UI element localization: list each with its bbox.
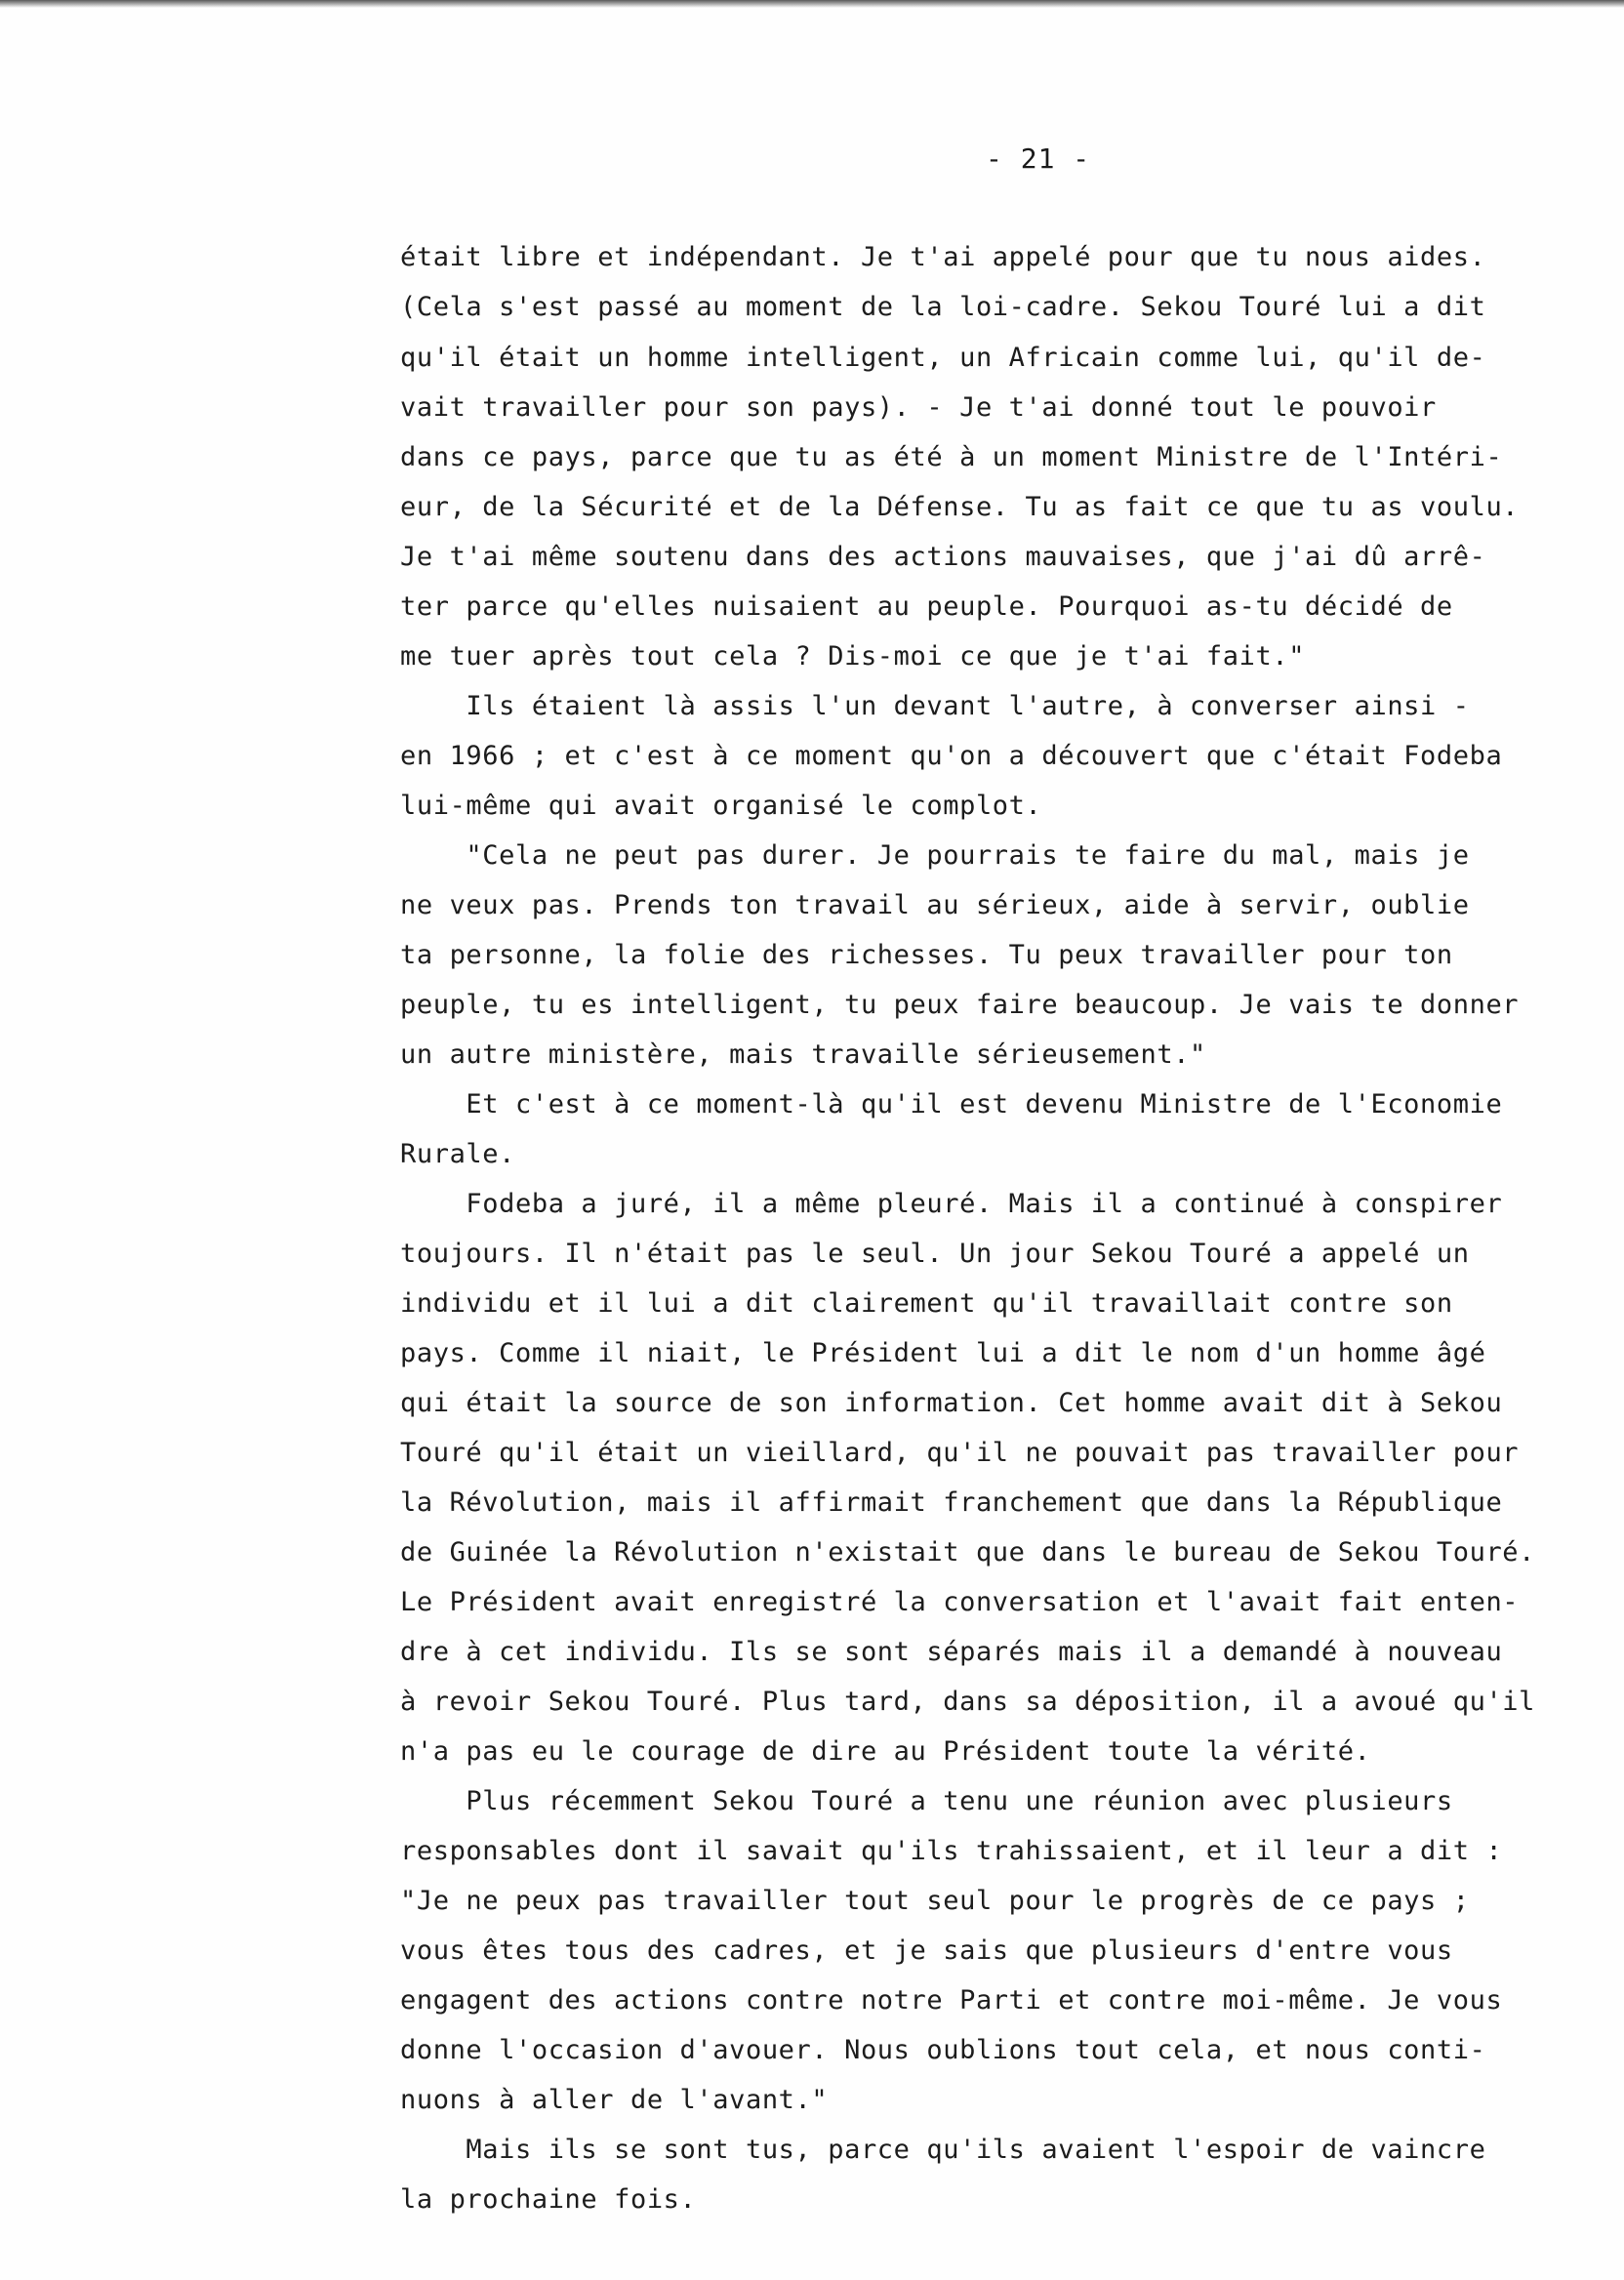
text-line: qui était la source de son information. Cet homme avait dit à Sekou (400, 1388, 1503, 1418)
text-line: qu'il était un homme intelligent, un Africain comme lui, qu'il de- (400, 343, 1486, 373)
text-line: ta personne, la folie des richesses. Tu peux travailler pour ton (400, 940, 1453, 970)
text-line: Rurale. (400, 1139, 515, 1169)
text-line: dans ce pays, parce que tu as été à un moment Ministre de l'Intéri- (400, 442, 1503, 472)
text-line: donne l'occasion d'avouer. Nous oublions tout cela, et nous conti- (400, 2035, 1486, 2065)
text-line: "Je ne peux pas travailler tout seul pour le progrès de ce pays ; (400, 1886, 1470, 1916)
text-line: de Guinée la Révolution n'existait que dans le bureau de Sekou Touré. (400, 1537, 1536, 1568)
text-line: eur, de la Sécurité et de la Défense. Tu as fait ce que tu as voulu. (400, 492, 1520, 522)
text-line: en 1966 ; et c'est à ce moment qu'on a découvert que c'était Fodeba (400, 741, 1503, 771)
text-line: un autre ministère, mais travaille sérieusement." (400, 1039, 1206, 1070)
text-line: à revoir Sekou Touré. Plus tard, dans sa déposition, il a avoué qu'il (400, 1687, 1536, 1717)
text-line: "Cela ne peut pas durer. Je pourrais te faire du mal, mais je (400, 840, 1470, 871)
text-line: Le Président avait enregistré la conversation et l'avait fait enten- (400, 1587, 1520, 1617)
text-line: pays. Comme il niait, le Président lui a dit le nom d'un homme âgé (400, 1338, 1486, 1368)
text-line: Je t'ai même soutenu dans des actions mauvaises, que j'ai dû arrê- (400, 542, 1486, 572)
text-line: Touré qu'il était un vieillard, qu'il ne pouvait pas travailler pour (400, 1438, 1520, 1468)
text-line: toujours. Il n'était pas le seul. Un jour Sekou Touré a appelé un (400, 1239, 1470, 1269)
text-line: vait travailler pour son pays). - Je t'ai donné tout le pouvoir (400, 392, 1437, 423)
text-line: engagent des actions contre notre Parti et contre moi-même. Je vous (400, 1985, 1503, 2015)
text-line: (Cela s'est passé au moment de la loi-cadre. Sekou Touré lui a dit (400, 292, 1486, 322)
text-line: était libre et indépendant. Je t'ai appelé pour que tu nous aides. (400, 242, 1486, 272)
text-line: ter parce qu'elles nuisaient au peuple. Pourquoi as-tu décidé de (400, 591, 1453, 622)
text-line: Fodeba a juré, il a même pleuré. Mais il a continué à conspirer (400, 1189, 1503, 1219)
text-line: nuons à aller de l'avant." (400, 2085, 829, 2115)
text-line: ne veux pas. Prends ton travail au sérieux, aide à servir, oublie (400, 890, 1470, 920)
text-line: responsables dont il savait qu'ils trahissaient, et il leur a dit : (400, 1836, 1503, 1866)
text-line: la Révolution, mais il affirmait franchement que dans la République (400, 1487, 1503, 1518)
text-line: individu et il lui a dit clairement qu'il travaillait contre son (400, 1288, 1453, 1319)
text-line: lui-même qui avait organisé le complot. (400, 791, 1042, 821)
text-line: peuple, tu es intelligent, tu peux faire beaucoup. Je vais te donner (400, 990, 1520, 1020)
text-line: Mais ils se sont tus, parce qu'ils avaient l'espoir de vaincre (400, 2135, 1486, 2165)
text-line: Et c'est à ce moment-là qu'il est devenu Ministre de l'Economie (400, 1089, 1503, 1120)
text-line: Plus récemment Sekou Touré a tenu une réunion avec plusieurs (400, 1786, 1453, 1816)
page-number: - 21 - (986, 142, 1091, 175)
text-line: vous êtes tous des cadres, et je sais que plusieurs d'entre vous (400, 1935, 1453, 1966)
text-line: la prochaine fois. (400, 2184, 697, 2215)
text-line: n'a pas eu le courage de dire au Président toute la vérité. (400, 1736, 1371, 1767)
text-line: me tuer après tout cela ? Dis-moi ce que je t'ai fait." (400, 641, 1306, 672)
text-line: dre à cet individu. Ils se sont séparés mais il a demandé à nouveau (400, 1637, 1503, 1667)
text-line: Ils étaient là assis l'un devant l'autre, à converser ainsi - (400, 691, 1470, 721)
